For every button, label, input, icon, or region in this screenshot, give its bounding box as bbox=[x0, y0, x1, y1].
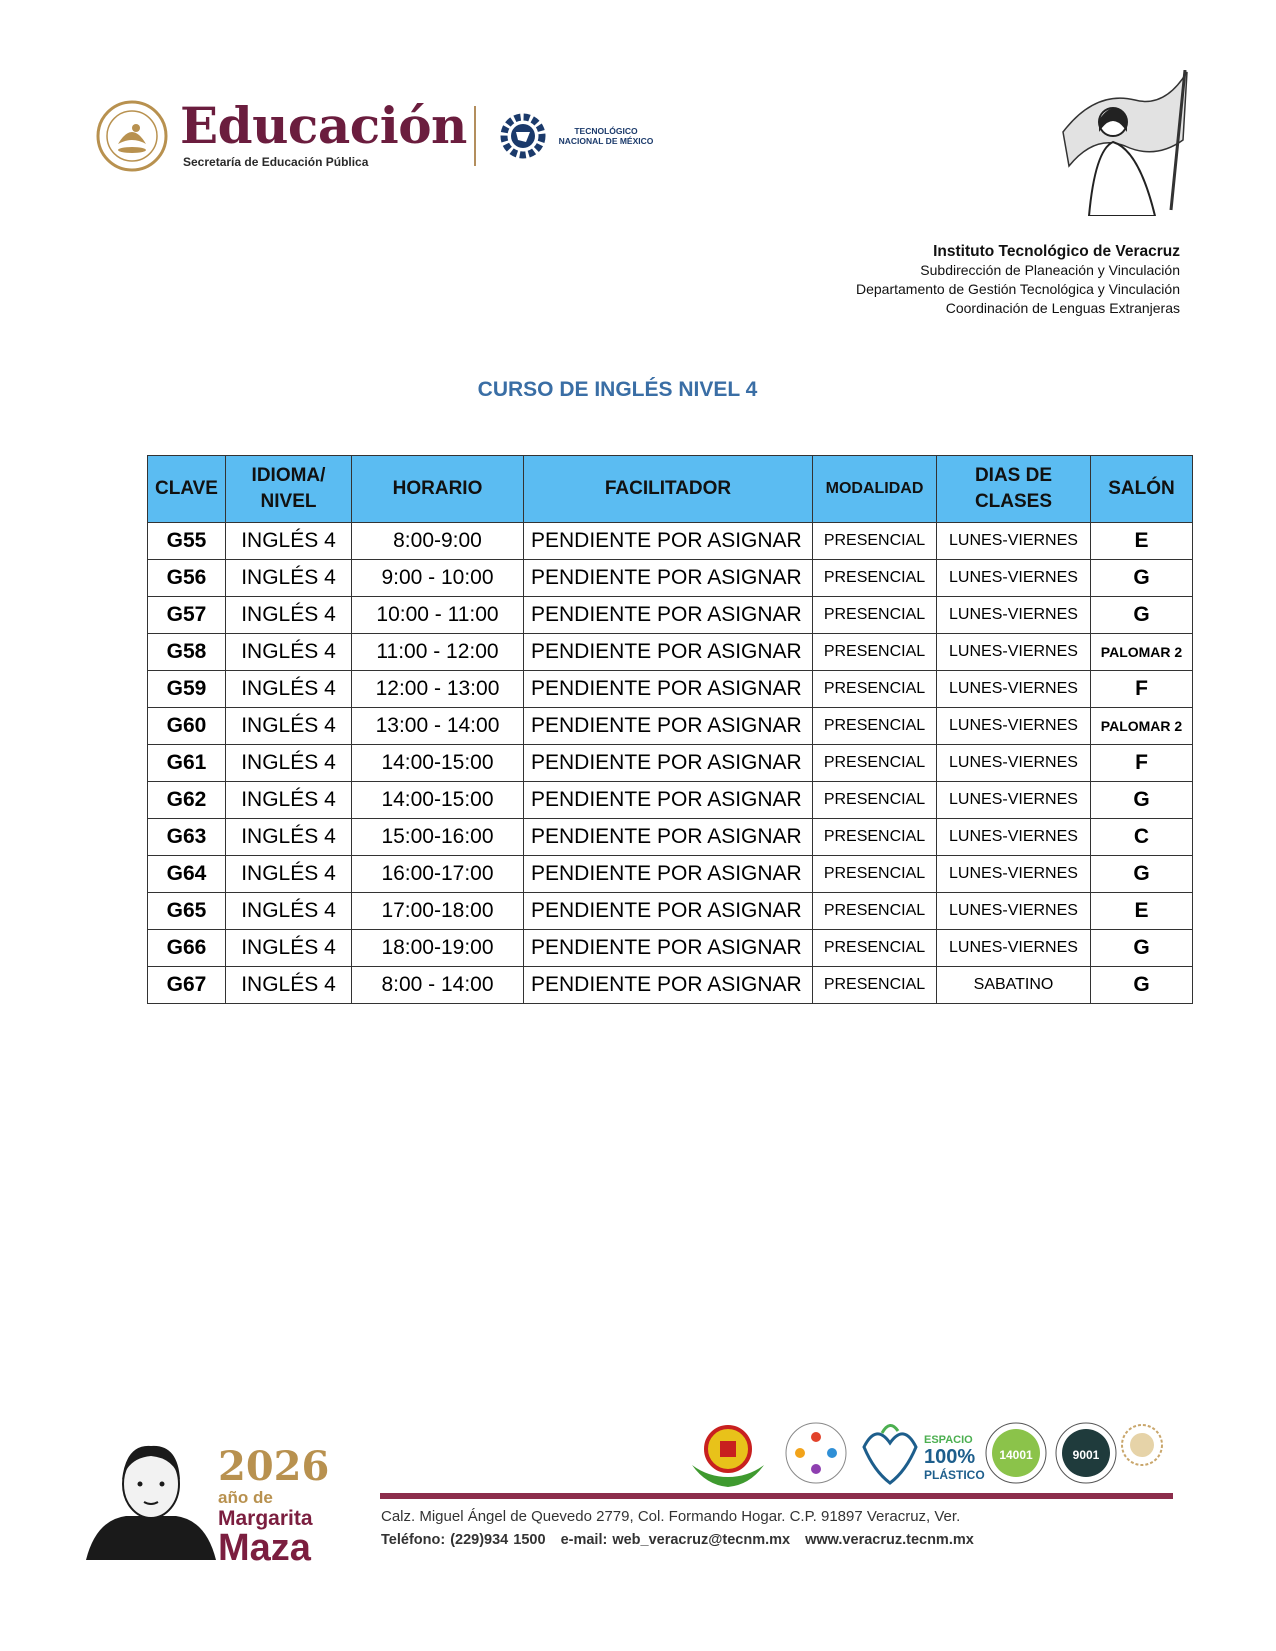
cell-salon: F bbox=[1091, 745, 1193, 782]
svg-text:100%: 100% bbox=[924, 1446, 976, 1468]
cell-facilitador: PENDIENTE POR ASIGNAR bbox=[524, 560, 813, 597]
cell-dias: LUNES-VIERNES bbox=[937, 671, 1091, 708]
cell-clave: G65 bbox=[148, 893, 226, 930]
institution-line-3: Coordinación de Lenguas Extranjeras bbox=[945, 300, 1180, 316]
cell-salon: F bbox=[1091, 671, 1193, 708]
cell-dias: LUNES-VIERNES bbox=[937, 856, 1091, 893]
footer-phone: Teléfono: (229)934 1500 bbox=[381, 1532, 546, 1548]
table-row bbox=[148, 856, 1193, 893]
cell-facilitador: PENDIENTE POR ASIGNAR bbox=[524, 856, 813, 893]
mexican-coat-of-arms-seal-icon bbox=[96, 100, 168, 172]
logo-divider bbox=[474, 106, 476, 166]
table-row bbox=[148, 782, 1193, 819]
cell-horario: 15:00-16:00 bbox=[352, 819, 524, 856]
tecnm-logo-text: TECNOLÓGICO NACIONAL DE MÉXICO bbox=[558, 126, 654, 146]
svg-text:PLÁSTICO: PLÁSTICO bbox=[924, 1468, 985, 1482]
footer-address: Calz. Miguel Ángel de Quevedo 2779, Col. Formando Hogar. C.P. 91897 Veracruz, Ver. bbox=[381, 1508, 961, 1525]
cell-salon: PALOMAR 2 bbox=[1091, 634, 1193, 671]
table-row bbox=[148, 634, 1193, 671]
cell-nivel: INGLÉS 4 bbox=[226, 560, 352, 597]
institution-block bbox=[856, 242, 1180, 318]
cell-dias: LUNES-VIERNES bbox=[937, 930, 1091, 967]
cell-nivel: INGLÉS 4 bbox=[226, 856, 352, 893]
margarita-maza-portrait-icon bbox=[86, 1440, 216, 1560]
cell-facilitador: PENDIENTE POR ASIGNAR bbox=[524, 782, 813, 819]
cell-modalidad: PRESENCIAL bbox=[813, 597, 937, 634]
cell-modalidad: PRESENCIAL bbox=[813, 930, 937, 967]
svg-text:9001: 9001 bbox=[1072, 1448, 1100, 1462]
cell-horario: 14:00-15:00 bbox=[352, 745, 524, 782]
cell-horario: 9:00 - 10:00 bbox=[352, 560, 524, 597]
svg-text:14001: 14001 bbox=[999, 1448, 1033, 1462]
year-dedication bbox=[218, 1443, 330, 1569]
education-logo-title: Educación bbox=[180, 96, 467, 155]
table-row bbox=[148, 523, 1193, 560]
column-header-clave: CLAVE bbox=[148, 456, 226, 523]
table-row bbox=[148, 560, 1193, 597]
cell-nivel: INGLÉS 4 bbox=[226, 671, 352, 708]
cell-dias: LUNES-VIERNES bbox=[937, 819, 1091, 856]
cell-clave: G56 bbox=[148, 560, 226, 597]
document-title: CURSO DE INGLÉS NIVEL 4 bbox=[477, 378, 758, 401]
cell-facilitador: PENDIENTE POR ASIGNAR bbox=[524, 597, 813, 634]
cell-nivel: INGLÉS 4 bbox=[226, 967, 352, 1004]
schedule-table-body bbox=[148, 523, 1193, 1004]
table-row bbox=[148, 967, 1193, 1004]
cell-horario: 16:00-17:00 bbox=[352, 856, 524, 893]
equality-norm-seal-icon bbox=[786, 1423, 846, 1483]
footer-contact bbox=[381, 1532, 984, 1548]
institution-line-1: Subdirección de Planeación y Vinculación bbox=[920, 262, 1180, 278]
certification-logos bbox=[686, 1413, 1166, 1493]
cell-facilitador: PENDIENTE POR ASIGNAR bbox=[524, 893, 813, 930]
cell-dias: LUNES-VIERNES bbox=[937, 560, 1091, 597]
column-header-salon: SALÓN bbox=[1091, 456, 1193, 523]
cell-clave: G61 bbox=[148, 745, 226, 782]
cell-clave: G60 bbox=[148, 708, 226, 745]
cell-salon: E bbox=[1091, 523, 1193, 560]
year-subtitle: año de bbox=[218, 1488, 273, 1507]
cell-salon: C bbox=[1091, 819, 1193, 856]
svg-text:ESPACIO: ESPACIO bbox=[924, 1434, 973, 1446]
itv-logo-icon bbox=[692, 1427, 764, 1487]
cell-salon: PALOMAR 2 bbox=[1091, 708, 1193, 745]
cell-nivel: INGLÉS 4 bbox=[226, 782, 352, 819]
table-row bbox=[148, 708, 1193, 745]
cell-clave: G64 bbox=[148, 856, 226, 893]
cell-horario: 10:00 - 11:00 bbox=[352, 597, 524, 634]
cell-dias: LUNES-VIERNES bbox=[937, 745, 1091, 782]
cell-nivel: INGLÉS 4 bbox=[226, 523, 352, 560]
cell-nivel: INGLÉS 4 bbox=[226, 634, 352, 671]
cell-clave: G58 bbox=[148, 634, 226, 671]
cell-horario: 17:00-18:00 bbox=[352, 893, 524, 930]
cell-clave: G55 bbox=[148, 523, 226, 560]
cell-modalidad: PRESENCIAL bbox=[813, 819, 937, 856]
certification-seal-icon bbox=[1122, 1425, 1162, 1465]
cell-nivel: INGLÉS 4 bbox=[226, 893, 352, 930]
cell-horario: 13:00 - 14:00 bbox=[352, 708, 524, 745]
column-header-dias: DIAS DE CLASES bbox=[937, 456, 1091, 523]
cell-nivel: INGLÉS 4 bbox=[226, 745, 352, 782]
cell-dias: SABATINO bbox=[937, 967, 1091, 1004]
cell-clave: G57 bbox=[148, 597, 226, 634]
table-header-row bbox=[148, 456, 1193, 523]
cell-salon: E bbox=[1091, 893, 1193, 930]
table-row bbox=[148, 819, 1193, 856]
footer-website[interactable]: www.veracruz.tecnm.mx bbox=[805, 1532, 974, 1548]
cell-facilitador: PENDIENTE POR ASIGNAR bbox=[524, 708, 813, 745]
cell-nivel: INGLÉS 4 bbox=[226, 597, 352, 634]
institution-line-2: Departamento de Gestión Tecnológica y Vinculación bbox=[855, 281, 1180, 297]
iso-14001-seal-icon bbox=[986, 1423, 1046, 1483]
cell-modalidad: PRESENCIAL bbox=[813, 708, 937, 745]
cell-salon: G bbox=[1091, 597, 1193, 634]
column-header-horario: HORARIO bbox=[352, 456, 524, 523]
cell-facilitador: PENDIENTE POR ASIGNAR bbox=[524, 930, 813, 967]
cell-salon: G bbox=[1091, 782, 1193, 819]
cell-clave: G62 bbox=[148, 782, 226, 819]
cell-facilitador: PENDIENTE POR ASIGNAR bbox=[524, 819, 813, 856]
column-header-modalidad: MODALIDAD bbox=[813, 456, 937, 523]
institution-name: Instituto Tecnológico de Veracruz bbox=[933, 243, 1180, 260]
cell-modalidad: PRESENCIAL bbox=[813, 560, 937, 597]
cell-horario: 14:00-15:00 bbox=[352, 782, 524, 819]
cell-modalidad: PRESENCIAL bbox=[813, 782, 937, 819]
cell-salon: G bbox=[1091, 930, 1193, 967]
cell-clave: G67 bbox=[148, 967, 226, 1004]
cell-modalidad: PRESENCIAL bbox=[813, 856, 937, 893]
column-header-facilitador: FACILITADOR bbox=[524, 456, 813, 523]
year-name-last: Maza bbox=[218, 1527, 311, 1569]
cell-modalidad: PRESENCIAL bbox=[813, 967, 937, 1004]
cell-dias: LUNES-VIERNES bbox=[937, 893, 1091, 930]
education-logo-subtitle: Secretaría de Educación Pública bbox=[183, 155, 369, 169]
cell-horario: 8:00-9:00 bbox=[352, 523, 524, 560]
year-name-first: Margarita bbox=[218, 1507, 313, 1530]
cell-dias: LUNES-VIERNES bbox=[937, 634, 1091, 671]
cell-salon: G bbox=[1091, 560, 1193, 597]
cell-modalidad: PRESENCIAL bbox=[813, 893, 937, 930]
schedule-table bbox=[147, 455, 1193, 1004]
table-row bbox=[148, 597, 1193, 634]
table-row bbox=[148, 893, 1193, 930]
cell-dias: LUNES-VIERNES bbox=[937, 782, 1091, 819]
cell-facilitador: PENDIENTE POR ASIGNAR bbox=[524, 745, 813, 782]
woman-with-flag-illustration-icon bbox=[1055, 70, 1195, 216]
cell-nivel: INGLÉS 4 bbox=[226, 930, 352, 967]
cell-horario: 11:00 - 12:00 bbox=[352, 634, 524, 671]
footer-divider bbox=[380, 1493, 1173, 1499]
cell-dias: LUNES-VIERNES bbox=[937, 597, 1091, 634]
tecnm-gear-icon bbox=[500, 106, 546, 166]
cell-facilitador: PENDIENTE POR ASIGNAR bbox=[524, 634, 813, 671]
cell-horario: 12:00 - 13:00 bbox=[352, 671, 524, 708]
cell-modalidad: PRESENCIAL bbox=[813, 671, 937, 708]
cell-facilitador: PENDIENTE POR ASIGNAR bbox=[524, 671, 813, 708]
iso-9001-seal-icon bbox=[1056, 1423, 1116, 1483]
footer-email[interactable]: e-mail: web_veracruz@tecnm.mx bbox=[560, 1532, 791, 1548]
cell-dias: LUNES-VIERNES bbox=[937, 708, 1091, 745]
cell-modalidad: PRESENCIAL bbox=[813, 745, 937, 782]
cell-clave: G59 bbox=[148, 671, 226, 708]
cell-horario: 8:00 - 14:00 bbox=[352, 967, 524, 1004]
cell-salon: G bbox=[1091, 967, 1193, 1004]
cell-facilitador: PENDIENTE POR ASIGNAR bbox=[524, 967, 813, 1004]
cell-nivel: INGLÉS 4 bbox=[226, 708, 352, 745]
cell-modalidad: PRESENCIAL bbox=[813, 634, 937, 671]
cell-dias: LUNES-VIERNES bbox=[937, 523, 1091, 560]
cell-clave: G63 bbox=[148, 819, 226, 856]
cell-horario: 18:00-19:00 bbox=[352, 930, 524, 967]
cell-clave: G66 bbox=[148, 930, 226, 967]
year-number: 2026 bbox=[218, 1443, 330, 1490]
column-header-nivel: IDIOMA/ NIVEL bbox=[226, 456, 352, 523]
cell-modalidad: PRESENCIAL bbox=[813, 523, 937, 560]
table-row bbox=[148, 930, 1193, 967]
cell-facilitador: PENDIENTE POR ASIGNAR bbox=[524, 523, 813, 560]
cell-nivel: INGLÉS 4 bbox=[226, 819, 352, 856]
table-row bbox=[148, 671, 1193, 708]
plastic-free-space-icon bbox=[864, 1425, 985, 1483]
table-row bbox=[148, 745, 1193, 782]
cell-salon: G bbox=[1091, 856, 1193, 893]
